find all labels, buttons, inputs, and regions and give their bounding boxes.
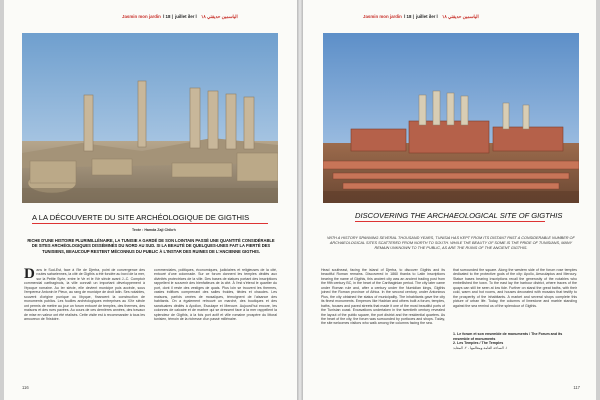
temple-ruins-photo [323,33,579,203]
lead-paragraph-en: WITH A HISTORY SPANNING SEVERAL THOUSAND YEARS, TUNISIA HAS KEPT FROM ITS DISTANT PAST A CONSIDERABLE NUMBER OF ARCHAEOLOGICAL SITES SCATTERED FROM NORTH TO SOUTH. WHILE THE BEAUTY OF SOME IS THE PRIDE OF TUNISIANS, MANY REMAIN UNKNOWN TO THE PUBLIC, AS ARE THE RUINS OF THE ANCIENT GIGTHIS. [327,236,575,250]
article-title-fr: A LA DÉCOUVERTE DU SITE ARCHÉOLOGIQUE DE GIGTHIS [32,213,250,222]
drop-cap: D [24,268,35,282]
page-number-left: 116 [22,385,29,390]
body-column-1: Head southeast, facing the island of Djerba, to discover Gigthis and its beautiful Roman remains. Discovered in 1860 thanks to Latin inscriptions bearing the name of Gigthis, this ancient city was an ancient trading post from the fifth century BC, in the heart of the Carthaginian period. The city later came under Roman rule and, after a century under the Numidian kings, Gigthis joined the Roman province of Africa. In the second century, under Antoninus Pius, the city obtained the status of municipality. The inhabitants gave the city its finest monuments. Emperors like Hadrian and others built a forum, temples, baths, houses and paved streets that made it one of the most beautiful ports of the Tunisian coast. Excavations undertaken in the twentieth century revealed the layout of the public square, the port district and the residential quarters. As the heart of the city, the forum was surrounded by porticoes and shops. Today, the site welcomes visitors who walk among the columns facing the sea. [321,268,445,326]
page-number-right: 117 [573,385,580,390]
lead-paragraph-fr: RICHE D'UNE HISTOIRE PLURIMILLÉNAIRE, LA TUNISIE A GARDÉ DE SON LOINTAIN PASSÉ UNE QUANTITÉ CONSIDÉRABLE DE SITES ARCHÉOLOGIQUES DISSÉMINÉS DU NORD AU SUD. SI LA BEAUTÉ DE QUELQUES-UNES FAIT LA FIERTÉ DES TUNISIENS, BEAUCOUP RESTENT MÉCONNUS DU PUBLIC À L'INSTAR DES RUINES DE L'ANCIENNE GIGTHIS. [27,238,275,254]
body-column-2: commerciales, politiques, économiques, judiciaires et religieuses de la cité, entouré d'une colonnade. Sur ce forum donnent les temples dédiés aux divinités protectrices de la ville. Des bases de statues portant des inscriptions rappellent le souvenir des bienfaiteurs de la cité. À l'est s'étend le quartier du port, dont il reste des vestiges de quais. Plus loin se trouvent les thermes, vastes édifices comprenant des salles froides, tièdes et chaudes. Les maisons, parfois ornées de mosaïques, témoignent de l'aisance des habitants. On a également retrouvé un marché, des boutiques et des sanctuaires dédiés à Apollon, Esculape et Mercure. Aujourd'hui encore, les colonnes de calcaire et de marbre qui se dressent face à la mer rappellent la splendeur de Gigthis, à la fois port actif et ville romaine prospère du littoral tunisien, témoin de la richesse d'un passé millénaire. [154,268,277,321]
running-header: Jasmin mon jardin l 18 | juillet iler l الياسمين حديقتي ١٨ [122,14,238,19]
columns-ruins-image [22,33,278,203]
body-column-1: Dans le Sud-Est, face à l'île de Djerba, point de convergence des routes sahariennes, la cité de Gigthis a été fondée au bord de la mer, sur la Petite Syrte, entre le Ve et le IVe siècle avant J.-C. Comptoir commercial carthaginois, la ville connaît un important développement à l'époque romaine. Au Ier siècle, elle devient municipe puis accède, sous l'empereur Antonin le Pieux, au rang de municipe de droit latin. Ses notables, souvent d'origine punique ou libyque, financent la construction de monuments publics. Les fouilles archéologiques entreprises au XXe siècle ont permis de mettre au jour un forum entouré de temples, des thermes, des maisons et des rues pavées. Au cours de ces dernières années, des travaux de mise en valeur ont été réalisés. Cette visite est à recommander à tous les amoureux de l'histoire. [24,268,145,321]
author-credit: Texte : Hamda Zaji Chikrh [132,228,176,232]
running-header: Jasmin mon jardin l 18 | juillet iler l الياسمين حديقتي ١٨ [363,14,479,19]
left-page [4,0,297,400]
title-underline [355,221,545,222]
ruins-photo [22,33,278,203]
body-column-2: that surrounded the square. Along the western side of the forum rose temples dedicated to the protective gods of the city: Apollo, Aesculapius and Mercury. Statue bases bearing inscriptions recall the generosity of the notables who embellished the town. To the east lay the harbour district, where traces of the quays can still be seen at low tide. Further on stand the great baths, with their cold, warm and hot rooms, and houses decorated with mosaics that testify to the prosperity of the inhabitants. A market and several shops complete this picture of urban life. Today, the columns of limestone and marble standing against the sea remind us of the splendour of Gigthis. [453,268,577,308]
title-underline [32,223,268,224]
red-temple-ruins-image [323,33,579,203]
photo-caption: 1. Le forum et son ensemble de monuments / The Forum and its ensemble of monuments 2. Les Temples / The Temples ١. الساحة العامة ومعالمها - ٢. المعابد [453,332,563,350]
article-title-en: DISCOVERING THE ARCHAEOLOGICAL SITE OF GIGTHIS [355,211,563,220]
right-page [303,0,596,400]
